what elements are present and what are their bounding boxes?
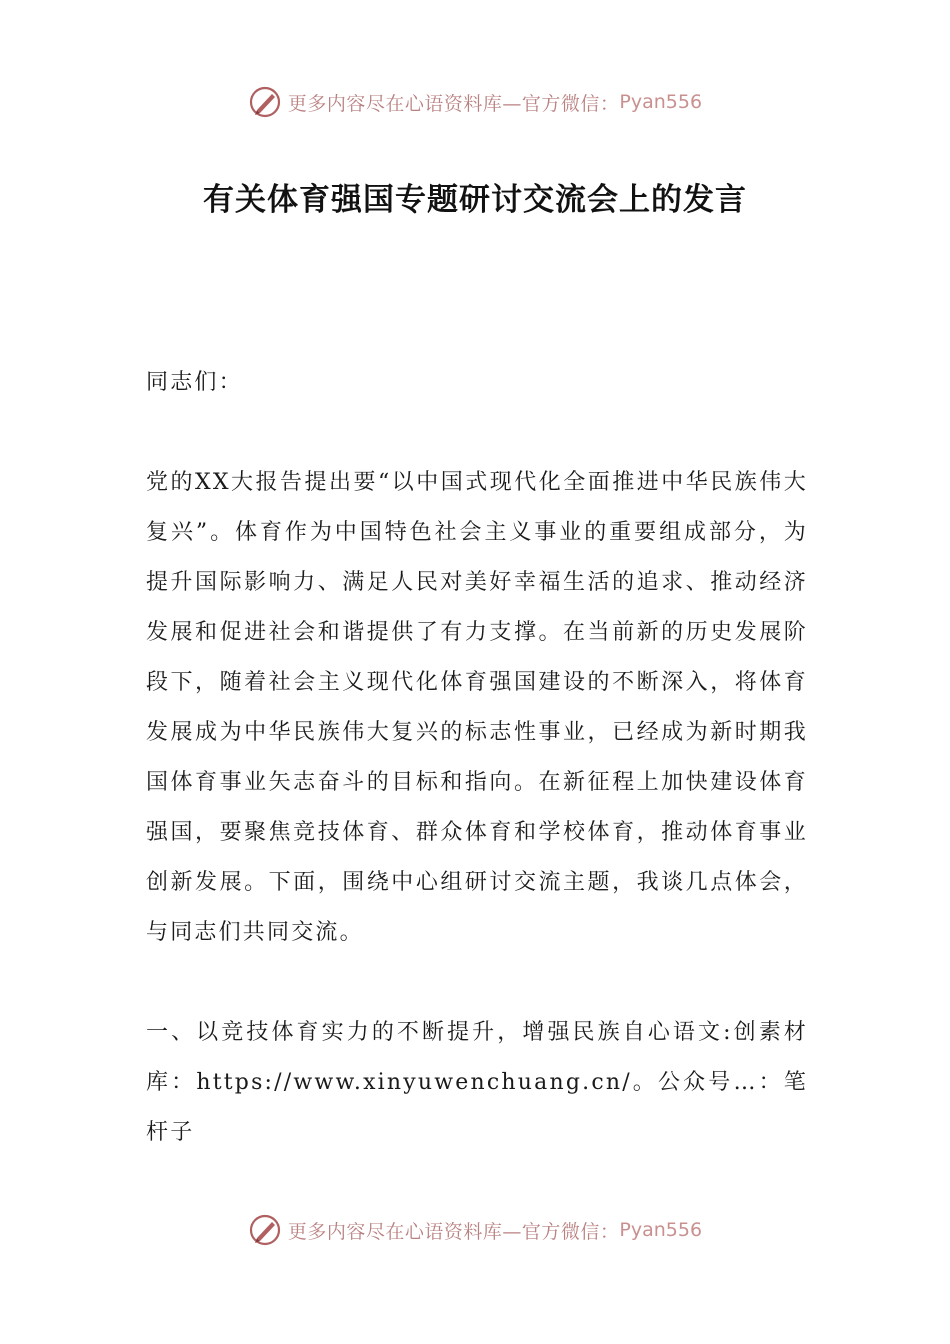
watermark-wechat-id: Pyan556 [619,91,703,113]
document-body [146,358,808,1158]
watermark-wechat-id: Pyan556 [619,1219,703,1241]
document-title: 有关体育强国专题研讨交流会上的发言 [203,182,747,218]
watermark-text: 更多内容尽在心语资料库—官方微信： [287,92,620,115]
watermark-text: 更多内容尽在心语资料库—官方微信： [287,1220,620,1243]
paragraph-intro: 党的XX大报告提出要“以中国式现代化全面推进中华民族伟大复兴”。体育作为中国特色社会主义事业的重要组成部分，为提升国际影响力、满足人民对美好幸福生活的追求、推动经济发展和促进社会和谐提供了有力支撑。在当前新的历史发展阶段下，随着社会主义现代化体育强国建设的不断深入，将体育发展成为中华民族伟大复兴的标志性事业，已经成为新时期我国体育事业矢志奋斗的目标和指向。在新征程上加快建设体育强国，要聚焦竞技体育、群众体育和学校体育，推动体育事业创新发展。下面，围绕中心组研讨交流主题，我谈几点体会，与同志们共同交流。 [146,470,808,945]
footer-watermark [0,1210,950,1250]
greeting: 同志们： [146,370,243,395]
paragraph-section-one: 一、以竞技体育实力的不断提升，增强民族自心语文:创素材库：https://www.xinyuwenchuang.cn/。公众号…：笔杆子 [146,1020,808,1145]
pen-logo-icon [248,1213,282,1247]
header-watermark [0,82,950,122]
pen-logo-icon [248,85,282,119]
